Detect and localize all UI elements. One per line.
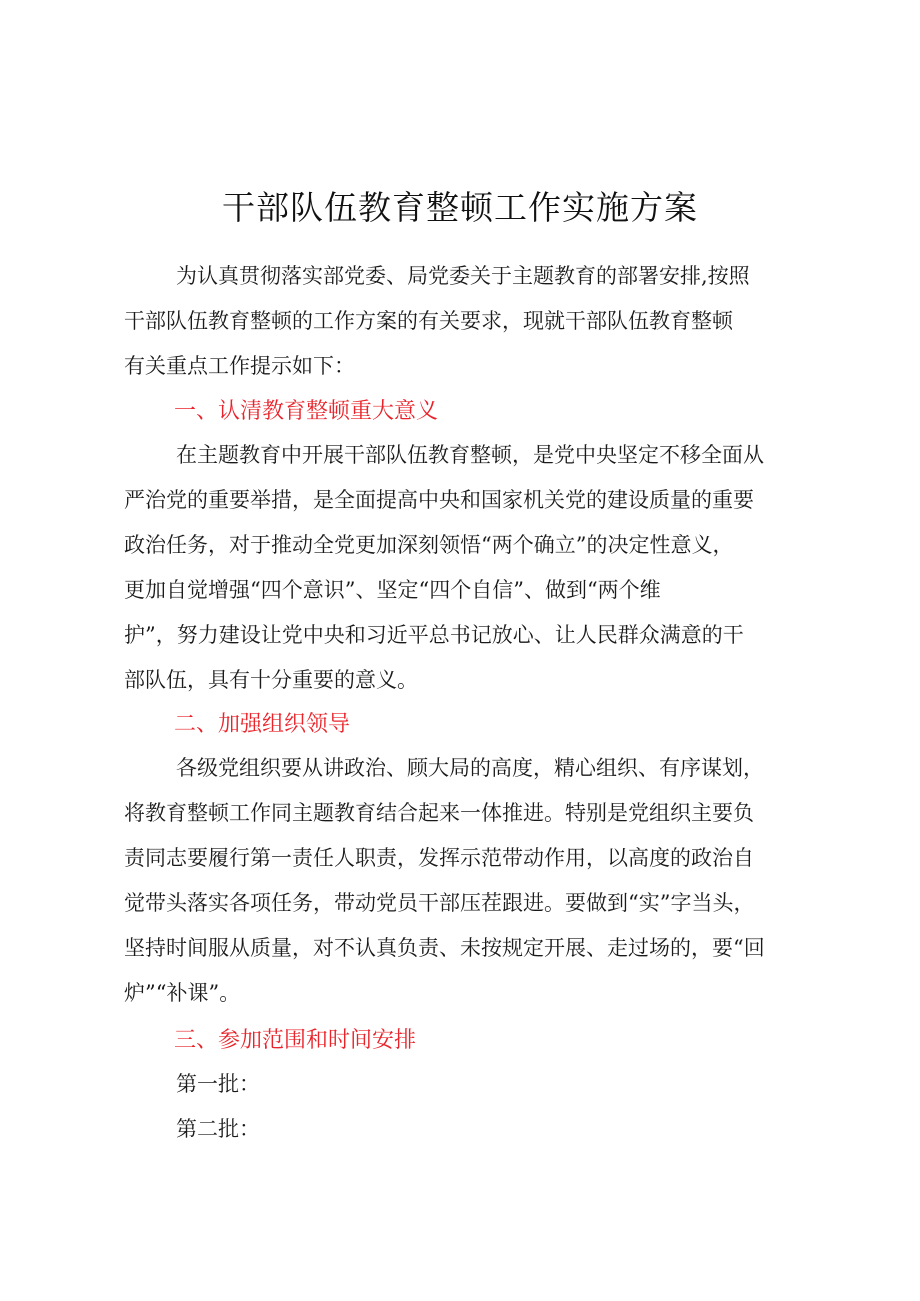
section-2-line: 将教育整顿工作同主题教育结合起来一体推进。特别是党组织主要负: [124, 801, 754, 825]
intro-line: 有关重点工作提示如下：: [124, 354, 355, 378]
section-2-line: 坚持时间服从质量，对不认真负责、未按规定开展、走过场的，要“回: [124, 936, 765, 960]
section-2-line: 责同志要履行第一责任人职责，发挥示范带动作用，以高度的政治自: [124, 846, 754, 870]
batch-line-2: 第二批：: [176, 1117, 260, 1141]
intro-line: 干部队伍教育整顿的工作方案的有关要求，现就干部队伍教育整顿: [124, 309, 733, 333]
section-2-line: 炉”“补课”。: [124, 981, 241, 1005]
section-2-line: 觉带头落实各项任务，带动党员干部压茬跟进。要做到“实”字当头，: [124, 891, 755, 915]
section-heading-3: 三、参加范围和时间安排: [174, 1028, 417, 1053]
section-1-line: 政治任务，对于推动全党更加深刻领悟“两个确立”的决定性意义，: [124, 533, 734, 557]
document-title: 干部队伍教育整顿工作实施方案: [222, 188, 698, 227]
section-heading-1: 一、认清教育整顿重大意义: [174, 399, 439, 424]
intro-line: 为认真贯彻落实部党委、局党委关于主题教育的部署安排,按照: [176, 264, 750, 288]
section-1-line: 更加自觉增强“四个意识”、坚定“四个自信”、做到“两个维: [124, 578, 661, 602]
section-heading-2: 二、加强组织领导: [174, 712, 351, 737]
section-1-line: 严治党的重要举措，是全面提高中央和国家机关党的建设质量的重要: [124, 488, 754, 512]
batch-line-1: 第一批：: [176, 1072, 260, 1096]
section-1-line: 在主题教育中开展干部队伍教育整顿，是党中央坚定不移全面从: [176, 443, 764, 467]
section-1-line: 部队伍，具有十分重要的意义。: [124, 668, 418, 692]
section-2-line: 各级党组织要从讲政治、顾大局的高度，精心组织、有序谋划，: [176, 756, 764, 780]
section-1-line: 护”，努力建设让党中央和习近平总书记放心、让人民群众满意的干: [124, 623, 744, 647]
